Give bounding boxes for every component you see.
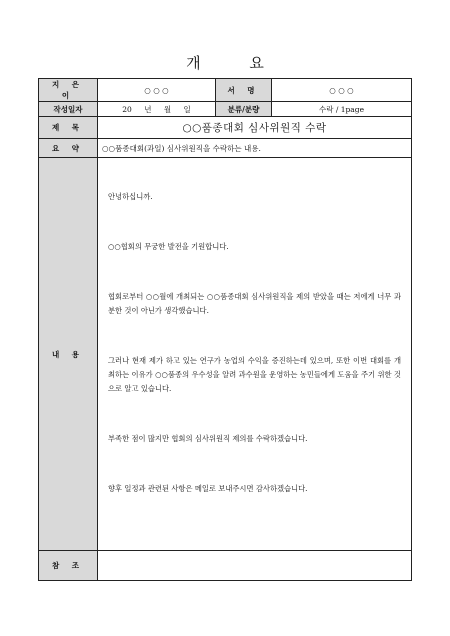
summary-value: ○○품종대회(과일) 심사위원직을 수락하는 내용. (98, 139, 412, 158)
overview-form-table (38, 78, 412, 581)
content-paragraph: 안녕하십니까. (108, 192, 153, 201)
reference-label: 참 조 (39, 551, 98, 581)
signature-label: 서 명 (216, 79, 272, 102)
content-body (98, 158, 412, 551)
subject-value: ○○품종대회 심사위원직 수락 (98, 117, 412, 139)
content-paragraph: 협회로부터 ○○월에 개최되는 ○○품종대회 심사위원직을 제의 받았을 때는 저에게 너무 과분한 것이 아닌가 생각했습니다. (108, 292, 401, 315)
subject-row (39, 117, 412, 139)
summary-row (39, 139, 412, 158)
content-paragraph: 그러나 현재 제가 하고 있는 연구가 농업의 수익을 증진하는데 있으며, 또한 이번 대회를 개최하는 이유가 ○○품종의 우수성을 알려 과수원을 운영하는 농민들에게 도움을 주기 위한 것으로 알고 있습니다. (108, 356, 401, 393)
document-title: 개 요 (186, 54, 286, 72)
content-paragraph: 부족한 점이 많지만 협회의 심사위원직 제의를 수락하겠습니다. (108, 434, 308, 443)
category-label: 분류/분량 (216, 102, 272, 117)
author-label: 지 은 이 (39, 79, 98, 102)
reference-value (98, 551, 412, 581)
content-paragraph: 향후 일정과 관련된 사항은 메일로 보내주시면 감사하겠습니다. (108, 484, 308, 493)
content-row (39, 158, 412, 551)
category-value: 수락 / 1page (272, 102, 412, 117)
date-label: 작성일자 (39, 102, 98, 117)
author-row (39, 79, 412, 102)
signature-value: ○ ○ ○ (272, 79, 412, 102)
summary-label: 요 약 (39, 139, 98, 158)
author-value: ○ ○ ○ (98, 79, 216, 102)
reference-row (39, 551, 412, 581)
date-value: 20 년 월 일 (98, 102, 216, 117)
date-row (39, 102, 412, 117)
content-paragraph: ○○협회의 무궁한 발전을 기원합니다. (108, 242, 229, 251)
content-label: 내 용 (39, 158, 98, 551)
subject-label: 제 목 (39, 117, 98, 139)
